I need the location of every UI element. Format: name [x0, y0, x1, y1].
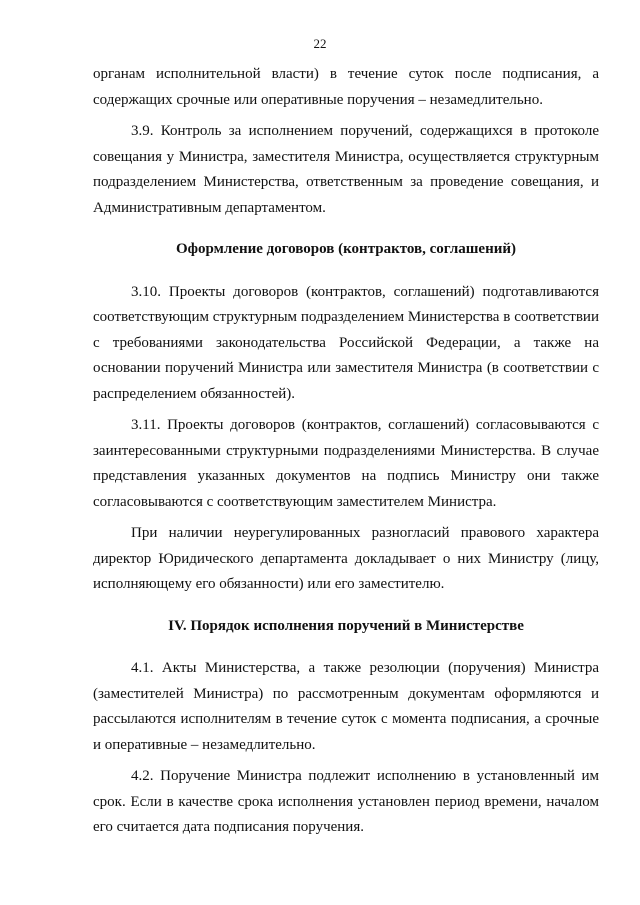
- paragraph-4-1: 4.1. Акты Министерства, а также резолюции (поручения) Министра (заместителей Министра) по рассмотренным документам оформляются и рассылаются исполнителям в течение суток с момента подписания, а срочные и оперативные – незамедлительно.: [93, 660, 599, 753]
- section-heading-iv: IV. Порядок исполнения поручений в Министерстве: [168, 617, 524, 634]
- paragraph-3-9: 3.9. Контроль за исполнением поручений, содержащихся в протоколе совещания у Министра, заместителя Министра, осуществляется структурным подразделением Министерства, ответственным за проведение совещания, и Административным департаментом.: [93, 123, 599, 216]
- paragraph-4-2: 4.2. Поручение Министра подлежит исполнению в установленный им срок. Если в качестве срока исполнения установлен период времени, началом его считается дата подписания поручения.: [93, 768, 599, 835]
- paragraph-3-11: 3.11. Проекты договоров (контрактов, соглашений) согласовываются с заинтересованными структурными подразделениями Министерства. В случае представления указанных документов на подпись Министру они также согласовываются с соответствующим заместителем Министра.: [93, 417, 599, 510]
- section-heading-contracts: Оформление договоров (контрактов, соглашений): [176, 241, 516, 257]
- paragraph-continuation: органам исполнительной власти) в течение суток после подписания, а содержащих срочные или оперативные поручения – незамедлительно.: [93, 66, 599, 108]
- paragraph-disagreements: При наличии неурегулированных разногласий правового характера директор Юридического департамента докладывает о них Министру (лицу, исполняющему его обязанности) или его заместителю.: [93, 525, 599, 592]
- paragraph-3-10: 3.10. Проекты договоров (контрактов, соглашений) подготавливаются соответствующим структурным подразделением Министерства в соответствии с требованиями законодательства Российской Федерации, а также на основании поручений Министра или заместителя Министра (в соответствии с распределением обязанностей).: [93, 283, 599, 402]
- page-number: 22: [313, 36, 327, 51]
- document-body: [93, 62, 599, 841]
